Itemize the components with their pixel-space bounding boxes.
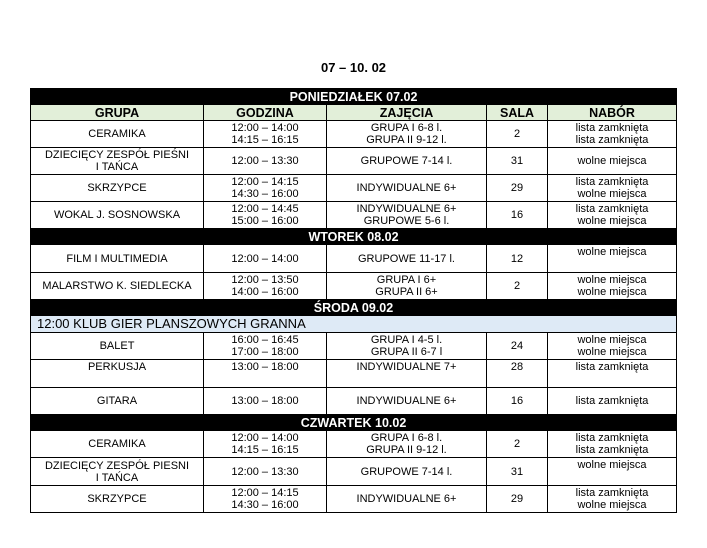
- cell-nabor-line: lista zamknięta: [575, 395, 649, 407]
- cell-godzina-line: 12:00 – 13:50: [231, 274, 299, 286]
- table-row: [31, 121, 677, 148]
- day-header: [31, 89, 677, 105]
- cell-godzina: [204, 245, 327, 273]
- event-banner-label: [31, 316, 677, 333]
- cell-godzina-line: 14:00 – 16:00: [231, 286, 299, 298]
- cell-godzina-line: 14:15 – 16:15: [231, 444, 299, 456]
- cell-sala: [487, 121, 548, 148]
- day-header-label: [31, 89, 677, 105]
- cell-zajecia: [327, 121, 487, 148]
- cell-sala: [487, 245, 548, 273]
- cell-zajecia-line: INDYWIDUALNE 6+: [356, 395, 457, 407]
- cell-godzina: [204, 273, 327, 300]
- cell-godzina-line: 12:00 – 14:45: [231, 203, 299, 215]
- cell-nabor-line: lista zamknięta: [575, 134, 649, 146]
- column-header-sala-line: SALA: [499, 105, 535, 120]
- cell-nabor-line: wolne miejsca: [577, 459, 647, 471]
- cell-nabor-line: wolne miejsca: [577, 188, 647, 200]
- cell-grupa: [31, 333, 204, 360]
- cell-grupa: [31, 148, 204, 175]
- cell-sala: [487, 486, 548, 513]
- cell-grupa-line: WOKAL J. SOSNOWSKA: [53, 209, 181, 221]
- cell-sala-line: 31: [510, 465, 524, 478]
- cell-grupa-line: CERAMIKA: [88, 128, 146, 140]
- schedule-table: [30, 88, 677, 513]
- cell-nabor-line: lista zamknięta: [575, 361, 649, 373]
- table-row: [31, 148, 677, 175]
- cell-zajecia: [327, 486, 487, 513]
- cell-godzina: [204, 148, 327, 175]
- cell-nabor-line: wolne miejsca: [577, 246, 647, 258]
- day-header-label: [31, 300, 677, 316]
- day-header-label: [31, 415, 677, 431]
- cell-zajecia-line: GRUPA II 9-12 l.: [366, 444, 447, 456]
- page-title: 07 – 10. 02: [320, 60, 387, 75]
- table-row: [31, 360, 677, 388]
- table-row: [31, 273, 677, 300]
- cell-nabor-line: wolne miejsca: [577, 334, 647, 346]
- day-header-label-line: CZWARTEK 10.02: [300, 415, 407, 430]
- cell-sala-line: 24: [510, 340, 524, 352]
- column-header-godzina: [204, 105, 327, 121]
- cell-grupa: [31, 458, 204, 486]
- table-row: [31, 333, 677, 360]
- column-header-grupa: [31, 105, 204, 121]
- cell-nabor: [548, 431, 677, 458]
- cell-zajecia-line: GRUPOWE 11-17 l.: [358, 252, 455, 265]
- cell-sala: [487, 431, 548, 458]
- cell-grupa: [31, 202, 204, 229]
- cell-grupa-line: FILM I MULTIMEDIA: [66, 252, 168, 265]
- cell-sala: [487, 360, 548, 388]
- column-header-nabor: [548, 105, 677, 121]
- column-header-zajecia: [327, 105, 487, 121]
- cell-sala: [487, 333, 548, 360]
- cell-grupa-line: PERKUSJA: [87, 361, 147, 373]
- cell-grupa-line: I TAŃCA: [95, 161, 139, 173]
- cell-godzina-line: 14:15 – 16:15: [231, 134, 299, 146]
- cell-nabor: [548, 175, 677, 202]
- cell-grupa: [31, 273, 204, 300]
- cell-sala-line: 31: [510, 155, 524, 167]
- cell-nabor: [548, 360, 677, 388]
- table-row: [31, 245, 677, 273]
- cell-nabor-line: wolne miejsca: [577, 286, 647, 298]
- cell-godzina-line: 12:00 – 14:00: [231, 252, 299, 265]
- cell-grupa: [31, 121, 204, 148]
- cell-godzina: [204, 431, 327, 458]
- day-header: [31, 415, 677, 431]
- cell-sala-line: 2: [513, 128, 521, 140]
- cell-zajecia-line: GRUPA II 6-7 l: [370, 346, 443, 358]
- cell-godzina: [204, 121, 327, 148]
- column-header-row: [31, 105, 677, 121]
- cell-nabor-line: lista zamknięta: [575, 203, 649, 215]
- cell-zajecia-line: INDYWIDUALNE 7+: [356, 361, 457, 373]
- cell-nabor-line: lista zamknięta: [575, 487, 649, 499]
- cell-godzina-line: 13:00 – 18:00: [231, 395, 299, 407]
- cell-godzina: [204, 333, 327, 360]
- cell-nabor-line: lista zamknięta: [575, 432, 649, 444]
- cell-godzina: [204, 202, 327, 229]
- cell-zajecia-line: GRUPA I 6-8 l.: [370, 122, 443, 134]
- cell-zajecia: [327, 245, 487, 273]
- day-header: [31, 229, 677, 245]
- cell-godzina-line: 14:30 – 16:00: [231, 188, 299, 200]
- cell-godzina: [204, 360, 327, 388]
- cell-godzina-line: 12:00 – 13:30: [231, 155, 299, 167]
- cell-zajecia: [327, 360, 487, 388]
- cell-godzina-line: 17:00 – 18:00: [231, 346, 299, 358]
- day-header-label-line: WTOREK 08.02: [308, 229, 399, 244]
- cell-nabor-line: wolne miejsca: [577, 346, 647, 358]
- cell-sala: [487, 458, 548, 486]
- cell-sala-line: 2: [513, 280, 521, 292]
- cell-nabor-line: wolne miejsca: [577, 499, 647, 511]
- cell-sala: [487, 273, 548, 300]
- cell-zajecia: [327, 388, 487, 415]
- cell-grupa: [31, 431, 204, 458]
- table-row: [31, 486, 677, 513]
- cell-sala-line: 16: [510, 395, 524, 407]
- cell-zajecia-line: GRUPA I 6-8 l.: [370, 432, 443, 444]
- cell-grupa-line: DZIECIĘCY ZESPÓŁ PIESNI: [44, 459, 190, 472]
- table-row: [31, 458, 677, 486]
- cell-godzina-line: 15:00 – 16:00: [231, 215, 299, 227]
- cell-nabor: [548, 121, 677, 148]
- table-row: [31, 175, 677, 202]
- cell-nabor-line: wolne miejsca: [577, 215, 647, 227]
- cell-nabor: [548, 148, 677, 175]
- table-row: [31, 431, 677, 458]
- cell-zajecia-line: INDYWIDUALNE 6+: [356, 182, 457, 194]
- cell-nabor: [548, 245, 677, 273]
- column-header-zajecia-line: ZAJĘCIA: [379, 105, 434, 120]
- day-header-label: [31, 229, 677, 245]
- cell-zajecia-line: GRUPOWE 5-6 l.: [363, 215, 450, 227]
- cell-grupa: [31, 486, 204, 513]
- cell-grupa: [31, 245, 204, 273]
- cell-nabor-line: wolne miejsca: [577, 155, 647, 167]
- day-header-label-line: ŚRODA 09.02: [313, 300, 394, 315]
- cell-zajecia-line: GRUPA II 6+: [375, 286, 438, 298]
- cell-zajecia: [327, 431, 487, 458]
- cell-grupa-line: I TAŃCA: [95, 471, 139, 484]
- cell-zajecia: [327, 202, 487, 229]
- cell-grupa-line: SKRZYPCE: [87, 182, 147, 194]
- cell-grupa-line: SKRZYPCE: [87, 493, 147, 505]
- cell-grupa: [31, 175, 204, 202]
- cell-zajecia: [327, 458, 487, 486]
- cell-grupa-line: DZIECIĘCY ZESPÓŁ PIEŚNI: [44, 149, 190, 161]
- event-banner-label-line: 12:00 KLUB GIER PLANSZOWYCH GRANNA: [37, 316, 306, 331]
- cell-zajecia-line: GRUPA I 6+: [376, 274, 437, 286]
- cell-sala: [487, 202, 548, 229]
- cell-nabor: [548, 333, 677, 360]
- cell-nabor: [548, 458, 677, 486]
- cell-godzina-line: 13:00 – 18:00: [231, 361, 299, 373]
- cell-nabor: [548, 202, 677, 229]
- day-header-label-line: PONIEDZIAŁEK 07.02: [289, 89, 418, 104]
- cell-zajecia-line: INDYWIDUALNE 6+: [356, 203, 457, 215]
- cell-sala-line: 29: [510, 182, 524, 194]
- cell-grupa: [31, 388, 204, 415]
- cell-godzina: [204, 486, 327, 513]
- cell-zajecia-line: GRUPA II 9-12 l.: [366, 134, 447, 146]
- cell-zajecia: [327, 333, 487, 360]
- cell-sala-line: 28: [510, 361, 524, 373]
- cell-sala: [487, 175, 548, 202]
- day-header: [31, 300, 677, 316]
- table-row: [31, 202, 677, 229]
- cell-godzina: [204, 388, 327, 415]
- cell-godzina: [204, 458, 327, 486]
- cell-zajecia-line: GRUPA I 4-5 l.: [370, 334, 443, 346]
- cell-zajecia: [327, 148, 487, 175]
- cell-nabor: [548, 273, 677, 300]
- event-banner: [31, 316, 677, 333]
- cell-nabor-line: lista zamknięta: [575, 176, 649, 188]
- cell-nabor: [548, 486, 677, 513]
- cell-godzina-line: 16:00 – 16:45: [231, 334, 299, 346]
- cell-zajecia: [327, 273, 487, 300]
- cell-sala-line: 12: [510, 252, 524, 265]
- cell-godzina-line: 12:00 – 14:00: [231, 122, 299, 134]
- column-header-sala: [487, 105, 548, 121]
- cell-sala-line: 2: [513, 438, 521, 450]
- column-header-grupa-line: GRUPA: [94, 105, 140, 120]
- cell-nabor-line: lista zamknięta: [575, 122, 649, 134]
- cell-grupa-line: MALARSTWO K. SIEDLECKA: [42, 280, 192, 292]
- cell-nabor-line: wolne miejsca: [577, 274, 647, 286]
- cell-godzina-line: 14:30 – 16:00: [231, 499, 299, 511]
- cell-godzina-line: 12:00 – 14:15: [231, 176, 299, 188]
- cell-grupa-line: GITARA: [96, 395, 138, 407]
- cell-grupa-line: BALET: [99, 340, 135, 352]
- cell-grupa: [31, 360, 204, 388]
- cell-godzina: [204, 175, 327, 202]
- cell-nabor: [548, 388, 677, 415]
- cell-sala: [487, 388, 548, 415]
- cell-sala: [487, 148, 548, 175]
- cell-zajecia-line: INDYWIDUALNE 6+: [356, 493, 457, 505]
- cell-godzina-line: 12:00 – 14:00: [231, 432, 299, 444]
- cell-zajecia-line: GRUPOWE 7-14 l.: [360, 465, 453, 478]
- table-row: [31, 388, 677, 415]
- cell-zajecia-line: GRUPOWE 7-14 l.: [360, 155, 453, 167]
- cell-sala-line: 16: [510, 209, 524, 221]
- cell-grupa-line: CERAMIKA: [88, 438, 146, 450]
- cell-sala-line: 29: [510, 493, 524, 505]
- column-header-godzina-line: GODZINA: [236, 105, 294, 120]
- column-header-nabor-line: NABÓR: [589, 105, 635, 120]
- cell-godzina-line: 12:00 – 14:15: [231, 487, 299, 499]
- cell-nabor-line: lista zamknięta: [575, 444, 649, 456]
- cell-godzina-line: 12:00 – 13:30: [231, 465, 299, 478]
- cell-zajecia: [327, 175, 487, 202]
